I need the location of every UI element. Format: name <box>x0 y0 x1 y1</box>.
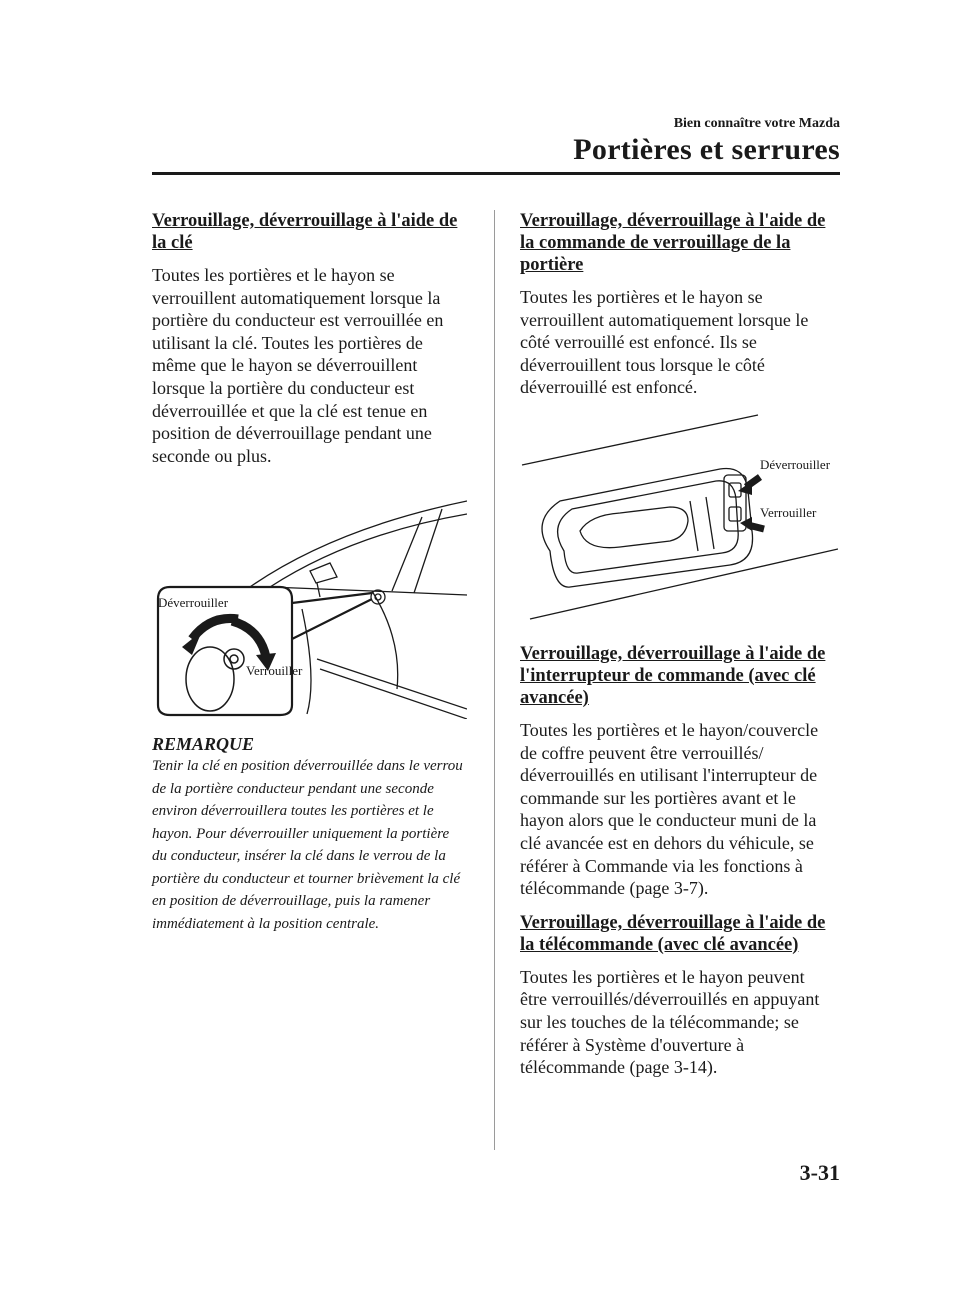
page-title: Portières et serrures <box>573 133 840 166</box>
door-handle-illustration <box>520 411 838 631</box>
figure-label-unlock: Déverrouiller <box>158 595 229 611</box>
right-column <box>520 210 835 1091</box>
section-paragraph-request-switch: Toutes les portières et le hayon/couvercle de coffre peuvent être verrouillés/ déverrouillés en utilisant l'interrupteur de commande sur les portières avant et le hayon alors que le conducteur muni de la clé avancée est en dehors du véhicule, se référer à Commande via les fonctions à télécommande (page 3-7). <box>520 719 819 899</box>
section-heading-remote: Verrouillage, déverrouillage à l'aide de la télécommande (avec clé avancée) <box>520 912 826 955</box>
column-divider <box>494 210 495 1150</box>
figure-label-lock: Verrouiller <box>246 663 303 679</box>
header-subtitle: Bien connaître votre Mazda <box>673 116 840 131</box>
header-rule <box>152 172 840 175</box>
page-number: 3-31 <box>799 1160 840 1185</box>
section-heading-door-switch: Verrouillage, déverrouillage à l'aide de la commande de verrouillage de la portière <box>520 211 826 275</box>
figure-key-door-lock <box>152 479 467 719</box>
left-column <box>152 210 467 935</box>
note-title: REMARQUE <box>152 734 255 755</box>
note-body: Tenir la clé en position déverrouillée dans le verrou de la portière conducteur pendant une seconde environ déverrouillera toutes les portières et le hayon. Pour déverrouiller uniquement la portière du conducteur, insérer la clé dans le verrou de la portière du conducteur et tourner brièvement la clé en position de déverrouillage, puis la ramener immédiatement à la position centrale. <box>152 758 463 932</box>
figure-label-unlock-switch: Déverrouiller <box>760 456 831 472</box>
section-paragraph-door-switch: Toutes les portières et le hayon se verrouillent automatiquement lorsque le côté verrouillé est enfoncé. Ils se déverrouillent tous lorsque le côté déverrouillé est enfoncé. <box>520 287 809 398</box>
figure-label-lock-switch: Verrouiller <box>760 504 817 520</box>
section-paragraph-key-lock: Toutes les portières et le hayon se verrouillent automatiquement lorsque la portière du conducteur est verrouillée en utilisant la clé. Toutes les portières de même que le hayon se déverrouillent lorsque la portière du conducteur est déverrouillée et que la clé est tenue en position de déverrouillage pendant une seconde ou plus. <box>152 265 444 466</box>
figure-door-lock-switch <box>520 411 838 631</box>
section-paragraph-remote: Toutes les portières et le hayon peuvent être verrouillés/déverrouillés en appuyant sur les touches de la télécommande; se référer à Système d'ouverture à télécommande (page 3-14). <box>520 966 820 1078</box>
section-heading-key-lock: Verrouillage, déverrouillage à l'aide de la clé <box>152 211 458 253</box>
car-door-illustration <box>152 479 467 719</box>
section-heading-request-switch: Verrouillage, déverrouillage à l'aide de l'interrupteur de commande (avec clé avancée) <box>520 643 826 708</box>
